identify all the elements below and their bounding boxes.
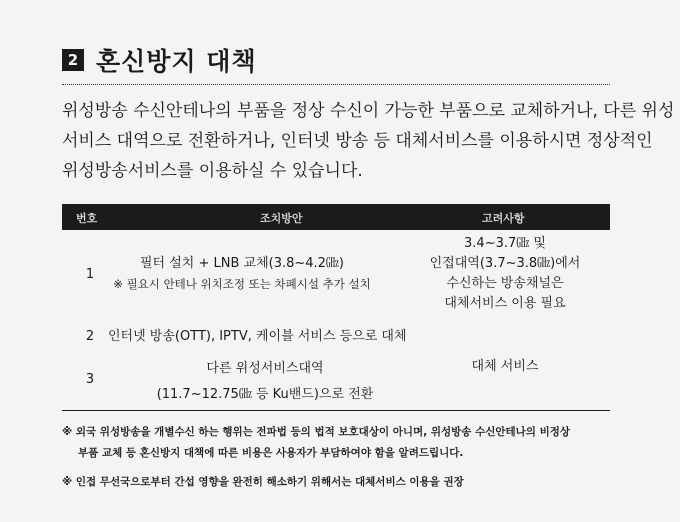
row-measure	[140, 356, 390, 408]
row-number: 3	[85, 372, 95, 387]
consideration-line: 수신하는 방송채널은	[446, 276, 564, 291]
header-number: 번호	[76, 212, 98, 225]
section-heading	[62, 42, 257, 78]
table-header	[62, 204, 610, 230]
note-line: ※ 외국 위성방송을 개별수신 하는 행위는 전파법 등의 법적 보호대상이 아니며, 위성방송 수신안테나의 비정상	[62, 426, 571, 438]
section-number-badge: 2	[62, 49, 84, 71]
section-title: 혼신방지 대책	[96, 47, 257, 76]
row-number: 1	[85, 267, 95, 282]
note-line: ※ 인접 무선국으로부터 간섭 영향을 완전히 해소하기 위해서는 대체서비스 이용을 권장	[62, 476, 464, 488]
consideration-line: 3.4~3.7㎓ 및	[464, 236, 546, 251]
measure-line: ※ 필요시 안테나 위치조정 또는 차폐시설 추가 설치	[113, 277, 371, 291]
consideration-line: 인접대역(3.7~3.8㎓)에서	[429, 256, 581, 271]
row-consideration	[400, 234, 610, 314]
intro-line: 서비스 대역으로 전환하거나, 인터넷 방송 등 대체서비스를 이용하시면 정상적인	[62, 131, 653, 151]
header-measure: 조치방안	[260, 212, 303, 225]
measure-line: (11.7~12.75㎓ 등 Ku밴드)으로 전환	[156, 387, 374, 402]
measure-line: 다른 위성서비스대역	[206, 361, 324, 376]
row-number: 2	[85, 329, 95, 344]
table-bottom-rule	[62, 410, 610, 411]
row-measure: 인터넷 방송(OTT), IPTV, 케이블 서비스 등으로 대체	[108, 329, 407, 344]
consideration-line: 대체서비스 이용 필요	[444, 296, 566, 311]
row-measure	[112, 254, 372, 294]
note-line: 부품 교체 등 혼신방지 대책에 따른 비용은 사용자가 부담하여야 함을 알려드립니다.	[78, 447, 464, 459]
row-consideration: 대체 서비스	[471, 359, 539, 374]
intro-line: 위성방송서비스를 이용하실 수 있습니다.	[62, 161, 363, 181]
measure-line: 필터 설치 + LNB 교체(3.8~4.2㎓)	[139, 256, 345, 271]
title-divider	[62, 84, 610, 85]
intro-paragraph	[62, 96, 675, 186]
header-consideration: 고려사항	[482, 212, 525, 225]
intro-line: 위성방송 수신안테나의 부품을 정상 수신이 가능한 부품으로 교체하거나, 다른 위성	[62, 101, 675, 121]
